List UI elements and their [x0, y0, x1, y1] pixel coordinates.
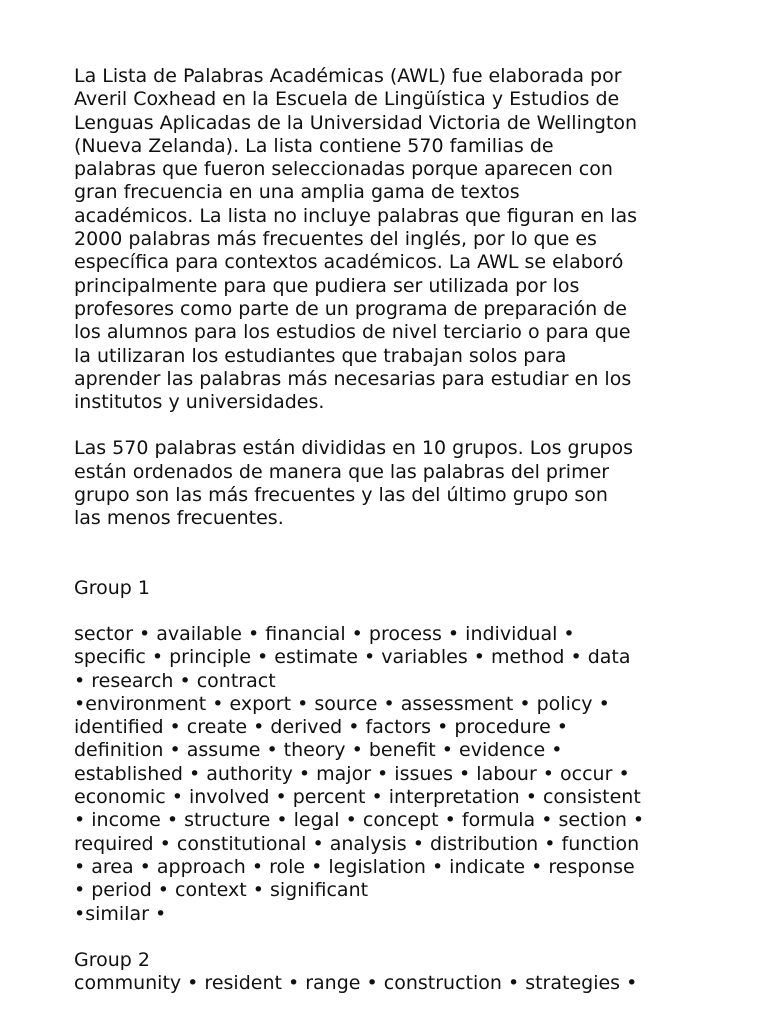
document-body [74, 65, 714, 995]
group-2-title: Group 2 [74, 948, 150, 971]
group-1-title: Group 1 [74, 576, 150, 599]
intro-paragraph-2: Las 570 palabras están divididas en 10 grupos. Los grupos están ordenados de manera que las palabras del primer grupo son las más frecuentes y las del último grupo son las menos frecuentes. [74, 437, 634, 530]
group-2-word-list: community • resident • range • construction • strategies • [74, 972, 638, 995]
group-1-word-list: sector • available • financial • process • individual • specific • principle • estimate • variables • method • data • research • contract •environment • export • source • assessment • policy • identified • create • derived • factors • procedure • definition • assume • theory • benefit • evidence • established • authority • major • issues • labour • occur • economic • involved • percent • interpretation • consistent • income • structure • legal • concept • formula • section • required • constitutional • analysis • distribution • function • area • approach • role • legislation • indicate • response • period • context • significant •similar • [74, 622, 645, 925]
intro-paragraph-1: La Lista de Palabras Académicas (AWL) fue elaborada por Averil Coxhead en la Escuela de Lingüística y Estudios de Lenguas Aplicadas de la Universidad Victoria de Wellington (Nueva Zelanda). La lista contiene 570 familias de palabras que fueron seleccionadas porque aparecen con gran frecuencia en una amplia gama de textos académicos. La lista no incluye palabras que figuran en las 2000 palabras más frecuentes del inglés, por lo que es específica para contextos académicos. La AWL se elaboró principalmente para que pudiera ser utilizada por los profesores como parte de un programa de preparación de los alumnos para los estudios de nivel terciario o para que la utilizaran los estudiantes que trabajan solos para aprender las palabras más necesarias para estudiar en los institutos y universidades. [74, 65, 638, 414]
